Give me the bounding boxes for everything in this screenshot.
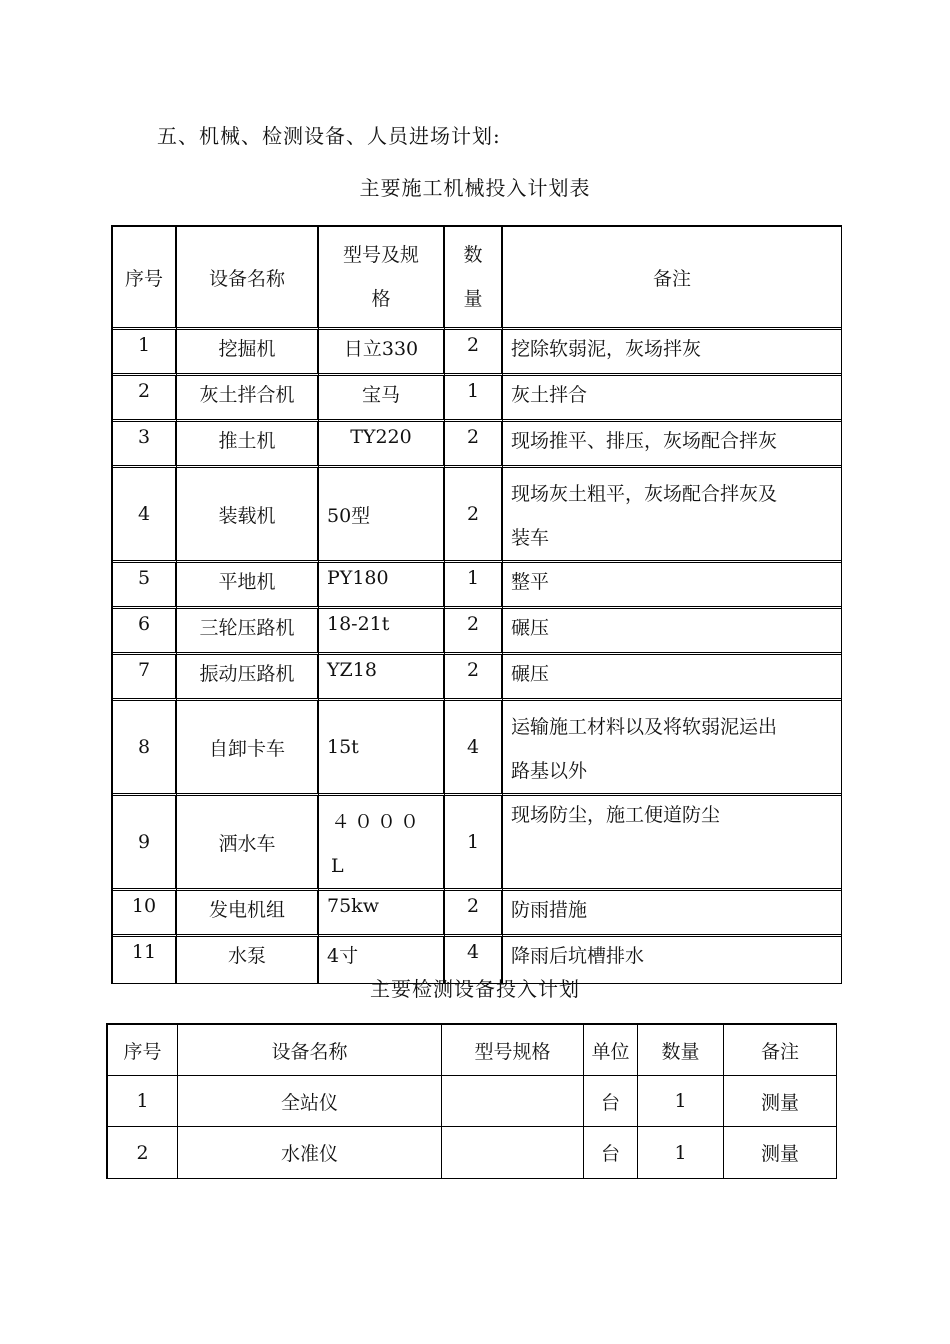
cell-no: 7 <box>113 655 177 701</box>
cell-model: 18-21t <box>319 609 445 655</box>
cell-no: 9 <box>113 796 177 891</box>
table-row <box>113 701 841 796</box>
cell-name: 水准仪 <box>178 1127 442 1178</box>
cell-note: 挖除软弱泥，灰场拌灰 <box>503 330 841 376</box>
cell-name: 发电机组 <box>177 891 319 937</box>
cell-model: 4寸 <box>319 937 445 983</box>
testing-equipment-table <box>106 1023 837 1179</box>
cell-model: 15t <box>319 701 445 796</box>
cell-model: ４０００ L <box>319 796 445 891</box>
cell-no: 2 <box>108 1127 178 1178</box>
cell-qty: 4 <box>445 701 503 796</box>
machinery-plan-table <box>111 225 842 984</box>
testing-table-caption: 主要检测设备投入计划 <box>370 977 580 1001</box>
cell-no: 1 <box>108 1076 178 1127</box>
cell-note: 碾压 <box>503 609 841 655</box>
section-heading: 五、机械、检测设备、人员进场计划: <box>157 124 501 148</box>
cell-name: 水泵 <box>177 937 319 983</box>
cell-no: 3 <box>113 422 177 468</box>
cell-no: 11 <box>113 937 177 983</box>
cell-model: 日立330 <box>319 330 445 376</box>
header-no: 序号 <box>113 227 177 330</box>
cell-name: 洒水车 <box>177 796 319 891</box>
cell-note: 运输施工材料以及将软弱泥运出 路基以外 <box>503 701 841 796</box>
cell-name: 三轮压路机 <box>177 609 319 655</box>
cell-no: 2 <box>113 376 177 422</box>
header-unit: 单位 <box>584 1025 638 1076</box>
cell-no: 4 <box>113 468 177 563</box>
table-row <box>108 1076 836 1127</box>
cell-note: 测量 <box>724 1076 836 1127</box>
table-row <box>113 422 841 468</box>
table-row <box>113 609 841 655</box>
table-row <box>113 796 841 891</box>
header-name: 设备名称 <box>177 227 319 330</box>
table-header-row <box>108 1025 836 1076</box>
header-no: 序号 <box>108 1025 178 1076</box>
cell-note: 碾压 <box>503 655 841 701</box>
table-header-row <box>113 227 841 330</box>
machinery-table-caption: 主要施工机械投入计划表 <box>359 176 591 200</box>
cell-note: 防雨措施 <box>503 891 841 937</box>
header-qty: 数 量 <box>445 227 503 330</box>
cell-qty: 1 <box>638 1127 724 1178</box>
cell-model <box>442 1127 584 1178</box>
cell-no: 10 <box>113 891 177 937</box>
cell-note: 灰土拌合 <box>503 376 841 422</box>
table-row <box>113 655 841 701</box>
cell-no: 6 <box>113 609 177 655</box>
table-row <box>113 563 841 609</box>
cell-qty: 1 <box>445 796 503 891</box>
cell-name: 推土机 <box>177 422 319 468</box>
cell-note: 整平 <box>503 563 841 609</box>
table-row <box>108 1127 836 1178</box>
header-model: 型号规格 <box>442 1025 584 1076</box>
cell-qty: 2 <box>445 891 503 937</box>
cell-name: 自卸卡车 <box>177 701 319 796</box>
cell-qty: 4 <box>445 937 503 983</box>
cell-unit: 台 <box>584 1127 638 1178</box>
cell-note: 现场防尘，施工便道防尘 <box>503 796 841 891</box>
header-name: 设备名称 <box>178 1025 442 1076</box>
cell-model: 75kw <box>319 891 445 937</box>
cell-qty: 2 <box>445 468 503 563</box>
cell-note: 现场灰土粗平，灰场配合拌灰及 装车 <box>503 468 841 563</box>
cell-model: TY220 <box>319 422 445 468</box>
table-row <box>113 330 841 376</box>
cell-note: 测量 <box>760 1143 799 1165</box>
cell-qty: 2 <box>445 422 503 468</box>
table-row <box>113 468 841 563</box>
cell-name: 灰土拌合机 <box>177 376 319 422</box>
cell-note: 现场推平、排压，灰场配合拌灰 <box>503 422 841 468</box>
cell-no: 1 <box>113 330 177 376</box>
cell-model: YZ18 <box>319 655 445 701</box>
cell-no: 8 <box>113 701 177 796</box>
cell-note: 降雨后坑槽排水 <box>511 945 645 967</box>
cell-no: 5 <box>113 563 177 609</box>
cell-model: 50型 <box>319 468 445 563</box>
table-row <box>113 891 841 937</box>
cell-model <box>442 1076 584 1127</box>
cell-name: 全站仪 <box>178 1076 442 1127</box>
table-row <box>113 376 841 422</box>
cell-model: 宝马 <box>319 376 445 422</box>
cell-name: 挖掘机 <box>177 330 319 376</box>
header-note: 备注 <box>503 227 841 330</box>
cell-qty: 2 <box>445 655 503 701</box>
cell-model: PY180 <box>319 563 445 609</box>
cell-unit: 台 <box>584 1076 638 1127</box>
cell-qty: 2 <box>445 609 503 655</box>
header-note: 备注 <box>724 1025 836 1076</box>
cell-qty: 1 <box>445 563 503 609</box>
cell-name: 平地机 <box>177 563 319 609</box>
cell-qty: 1 <box>638 1076 724 1127</box>
header-qty: 数量 <box>638 1025 724 1076</box>
cell-qty: 2 <box>445 330 503 376</box>
cell-qty: 1 <box>445 376 503 422</box>
cell-name: 装载机 <box>177 468 319 563</box>
header-model: 型号及规 格 <box>319 227 445 330</box>
cell-name: 振动压路机 <box>177 655 319 701</box>
